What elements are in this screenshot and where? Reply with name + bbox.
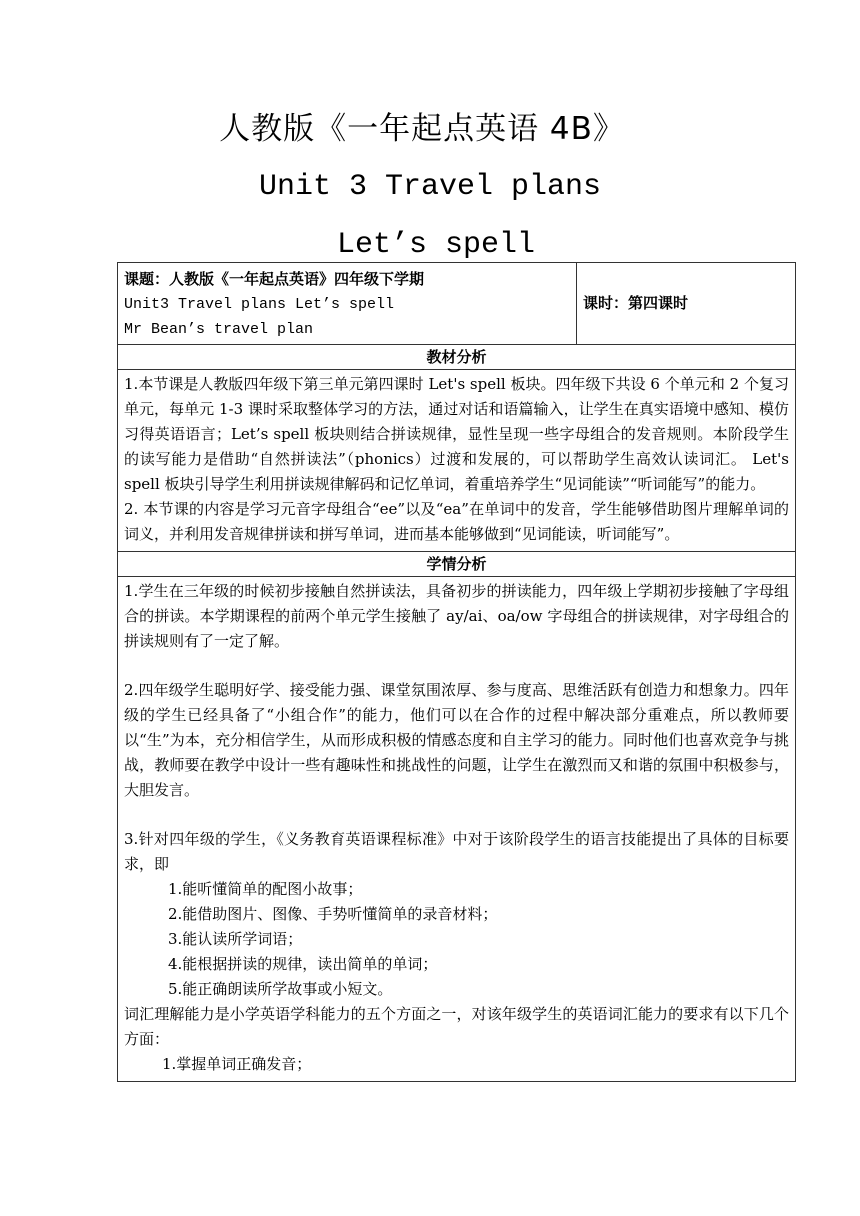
learner-analysis-row	[118, 577, 796, 1082]
document-title	[0, 100, 860, 274]
learner-analysis-title-row	[118, 552, 796, 577]
goal-item: 3.能认读所学词语；	[168, 930, 303, 948]
textbook-analysis-row	[118, 370, 796, 552]
goal-item: 1.能听懂简单的配图小故事；	[168, 880, 363, 898]
goal-item: 4.能根据拼读的规律，读出简单的单词；	[168, 955, 438, 973]
textbook-analysis-paragraph: 1.本节课是人教版四年级下第三单元第四课时 Let's spell 板块。四年级下共设 6 个单元和 2 个复习单元，每单元 1-3 课时采取整体学习的方法，通过对话和语篇输入，让学生在真实语境中感知、模仿习得英语语言；Let’s spell 板块则结合拼读规律，显性呈现一些字母组合的发音规则。本阶段学生的读写能力是借助“自然拼读法”（phonics）过渡和发展的，可以帮助学生高效认读词汇。 Let's spell 板块引导学生利用拼读规律解码和记忆单词，着重培养学生“见词能读”“听词能写”的能力。	[124, 375, 789, 493]
textbook-analysis-title-row	[118, 345, 796, 370]
period-cell: 课时：第四课时	[577, 263, 796, 345]
topic-cell	[118, 263, 577, 345]
title-line-2: Unit 3 Travel plans	[258, 170, 602, 204]
goal-item: 2.能借助图片、图像、手势听懂简单的录音材料；	[168, 905, 498, 923]
title-line-3: Let’s spell	[336, 228, 536, 262]
vocab-item: 1.掌握单词正确发音；	[162, 1055, 312, 1073]
textbook-analysis-title: 教材分析	[118, 345, 796, 370]
textbook-analysis-content	[118, 370, 796, 552]
learner-analysis-paragraph-1: 1.学生在三年级的时候初步接触自然拼读法，具备初步的拼读能力，四年级上学期初步接触了字母组合的拼读。本学期课程的前两个单元学生接触了 ay/ai、oa/ow 字母组合的拼读规律，对字母组合的拼读规则有了一定了解。	[124, 582, 789, 650]
learner-analysis-title: 学情分析	[118, 552, 796, 577]
textbook-analysis-paragraph: 2. 本节课的内容是学习元音字母组合“ee”以及“ea”在单词中的发音，学生能够借助图片理解单词的词义，并利用发音规律拼读和拼写单词，进而基本能够做到“见词能读，听词能写”。	[124, 500, 789, 543]
topic-line-1: 课题：人教版《一年起点英语》四年级下学期	[124, 270, 425, 288]
learner-analysis-paragraph-2: 2.四年级学生聪明好学、接受能力强、课堂氛围浓厚、参与度高、思维活跃有创造力和想象力。四年级的学生已经具备了“小组合作”的能力，他们可以在合作的过程中解决部分重难点，所以教师要以“生”为本，充分相信学生，从而形成积极的情感态度和自主学习的能力。同时他们也喜欢竞争与挑战，教师要在教学中设计一些有趣味性和挑战性的问题，让学生在激烈而又和谐的氛围中积极参与，大胆发言。	[124, 681, 789, 799]
learner-analysis-paragraph-4: 词汇理解能力是小学英语学科能力的五个方面之一，对该年级学生的英语词汇能力的要求有以下几个方面：	[124, 1005, 789, 1048]
learner-analysis-content	[118, 577, 796, 1082]
title-line-1: 人教版《一年起点英语 4B》	[219, 111, 625, 147]
topic-line-3: Mr Bean’s travel plan	[124, 321, 314, 338]
header-row	[118, 263, 796, 345]
lesson-plan-table	[117, 262, 796, 1082]
topic-line-2: Unit3 Travel plans Let’s spell	[124, 296, 395, 313]
goal-item: 5.能正确朗读所学故事或小短文。	[168, 980, 393, 998]
learner-analysis-paragraph-3: 3.针对四年级的学生，《义务教育英语课程标准》中对于该阶段学生的语言技能提出了具体的目标要求，即	[124, 830, 789, 873]
